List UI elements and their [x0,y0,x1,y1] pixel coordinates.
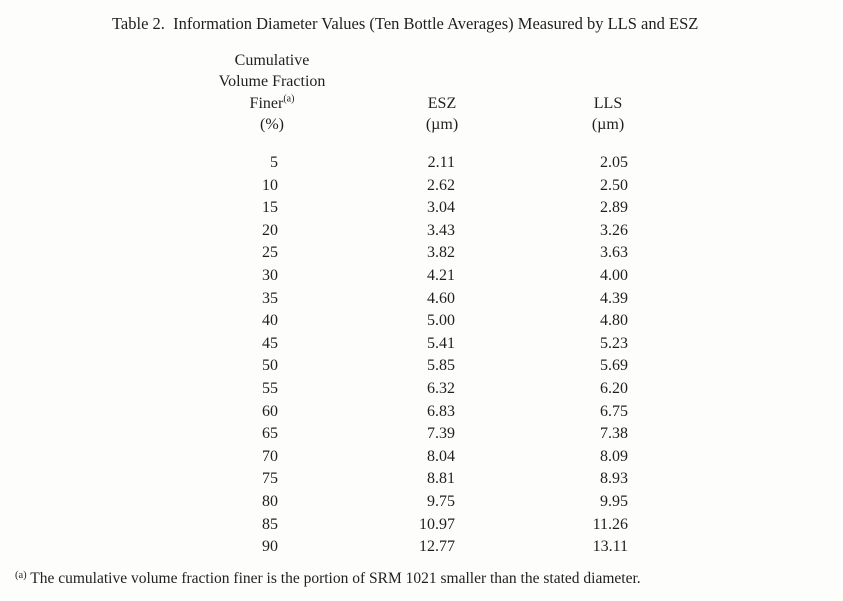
table-cell-lls: 2.89 [600,199,628,217]
table-cell-esz: 8.81 [427,470,455,488]
table-cell-lls: 2.05 [600,154,628,171]
table-cell-pct: 20 [262,221,278,239]
footnote [15,570,641,588]
table-cell-lls: 6.75 [600,402,628,420]
table-cell-pct: 30 [262,266,278,284]
table-cell-pct: 35 [262,289,278,307]
table-cell-lls: 13.11 [592,538,628,556]
table-row [0,288,843,311]
header-line-volume-fraction: Volume Fraction [218,73,326,91]
table-cell-esz: 10.97 [419,515,455,533]
footnote-marker: (a) [15,570,27,581]
table-cell-pct: 65 [262,425,278,443]
table-cell-esz: 6.83 [427,402,455,420]
header-line-esz: ESZ [427,94,457,112]
table-cell-pct: 15 [262,199,278,217]
table-cell-lls: 5.23 [600,334,628,352]
table-cell-lls: 4.80 [600,312,628,330]
table-cell-esz: 3.43 [427,221,455,239]
header-finer-text: Finer [249,94,284,112]
table-cell-pct: 80 [262,492,278,510]
table-cell-pct: 75 [262,470,278,488]
table-row [0,265,843,288]
table-cell-lls: 6.20 [600,379,628,397]
column-header-esz [392,93,492,136]
table-row [0,536,843,559]
table-cell-pct: 45 [262,334,278,352]
table-cell-pct: 60 [262,402,278,420]
table-title: Table 2. Information Diameter Values (Ten Bottle Averages) Measured by LLS and ESZ [112,14,699,33]
table-row [0,378,843,401]
table-cell-lls: 3.63 [600,244,628,262]
footnote-text: The cumulative volume fraction finer is the portion of SRM 1021 smaller than the stated diameter. [30,570,641,587]
table-cell-pct: 70 [262,447,278,465]
table-cell-pct: 85 [262,515,278,533]
table-row [0,401,843,424]
table-cell-pct: 10 [262,176,278,194]
table-row [0,355,843,378]
table-cell-esz: 4.21 [427,266,455,284]
table-cell-esz: 3.82 [427,244,455,262]
table-row [0,220,843,243]
table-cell-esz: 7.39 [427,425,455,443]
table-cell-esz: 12.77 [419,538,455,556]
table-cell-esz: 3.04 [427,199,455,217]
table-cell-lls: 8.93 [600,470,628,488]
header-line-lls: LLS [593,94,623,112]
table-cell-esz: 8.04 [427,447,455,465]
column-header-fraction-finer [172,50,372,135]
table-cell-esz: 5.41 [427,334,455,352]
table-cell-lls: 7.38 [600,425,628,443]
table-row [0,310,843,333]
header-line-finer [172,93,372,114]
header-line-lls-unit: (µm) [591,115,625,133]
table-cell-lls: 5.69 [600,357,628,375]
table-row [0,468,843,491]
table-cell-esz: 4.60 [427,289,455,307]
header-line-esz-unit: (µm) [425,115,459,133]
table-cell-lls: 3.26 [600,221,628,239]
table-cell-pct: 55 [262,379,278,397]
table-row [0,197,843,220]
footnote-marker-ref: (a) [283,93,295,105]
table-cell-esz: 6.32 [427,379,455,397]
table-row [0,514,843,537]
table-cell-esz: 5.00 [427,312,455,330]
table-cell-pct: 50 [262,357,278,375]
table-row [0,333,843,356]
table-cell-esz: 9.75 [427,492,455,510]
table-row [0,242,843,265]
table-cell-esz: 2.62 [427,176,455,194]
table-row [0,175,843,198]
table-cell-lls: 4.39 [600,289,628,307]
table-cell-pct: 25 [262,244,278,262]
table-row [0,446,843,469]
table-cell-lls: 4.00 [600,266,628,284]
table-cell-lls: 11.26 [592,515,628,533]
table-body [0,152,843,559]
table-cell-esz: 2.11 [427,154,455,171]
table-row [0,423,843,446]
table-row [0,491,843,514]
header-line-cumulative: Cumulative [234,52,310,69]
table-cell-esz: 5.85 [427,357,455,375]
column-header-lls [558,93,658,136]
table-cell-pct: 90 [262,538,278,556]
table-cell-lls: 9.95 [600,492,628,510]
table-cell-lls: 8.09 [600,447,628,465]
table-cell-pct: 40 [262,312,278,330]
table-row [0,152,843,175]
table-cell-pct: 5 [270,154,278,171]
header-line-percent-unit: (%) [260,115,284,133]
table-cell-lls: 2.50 [600,176,628,194]
